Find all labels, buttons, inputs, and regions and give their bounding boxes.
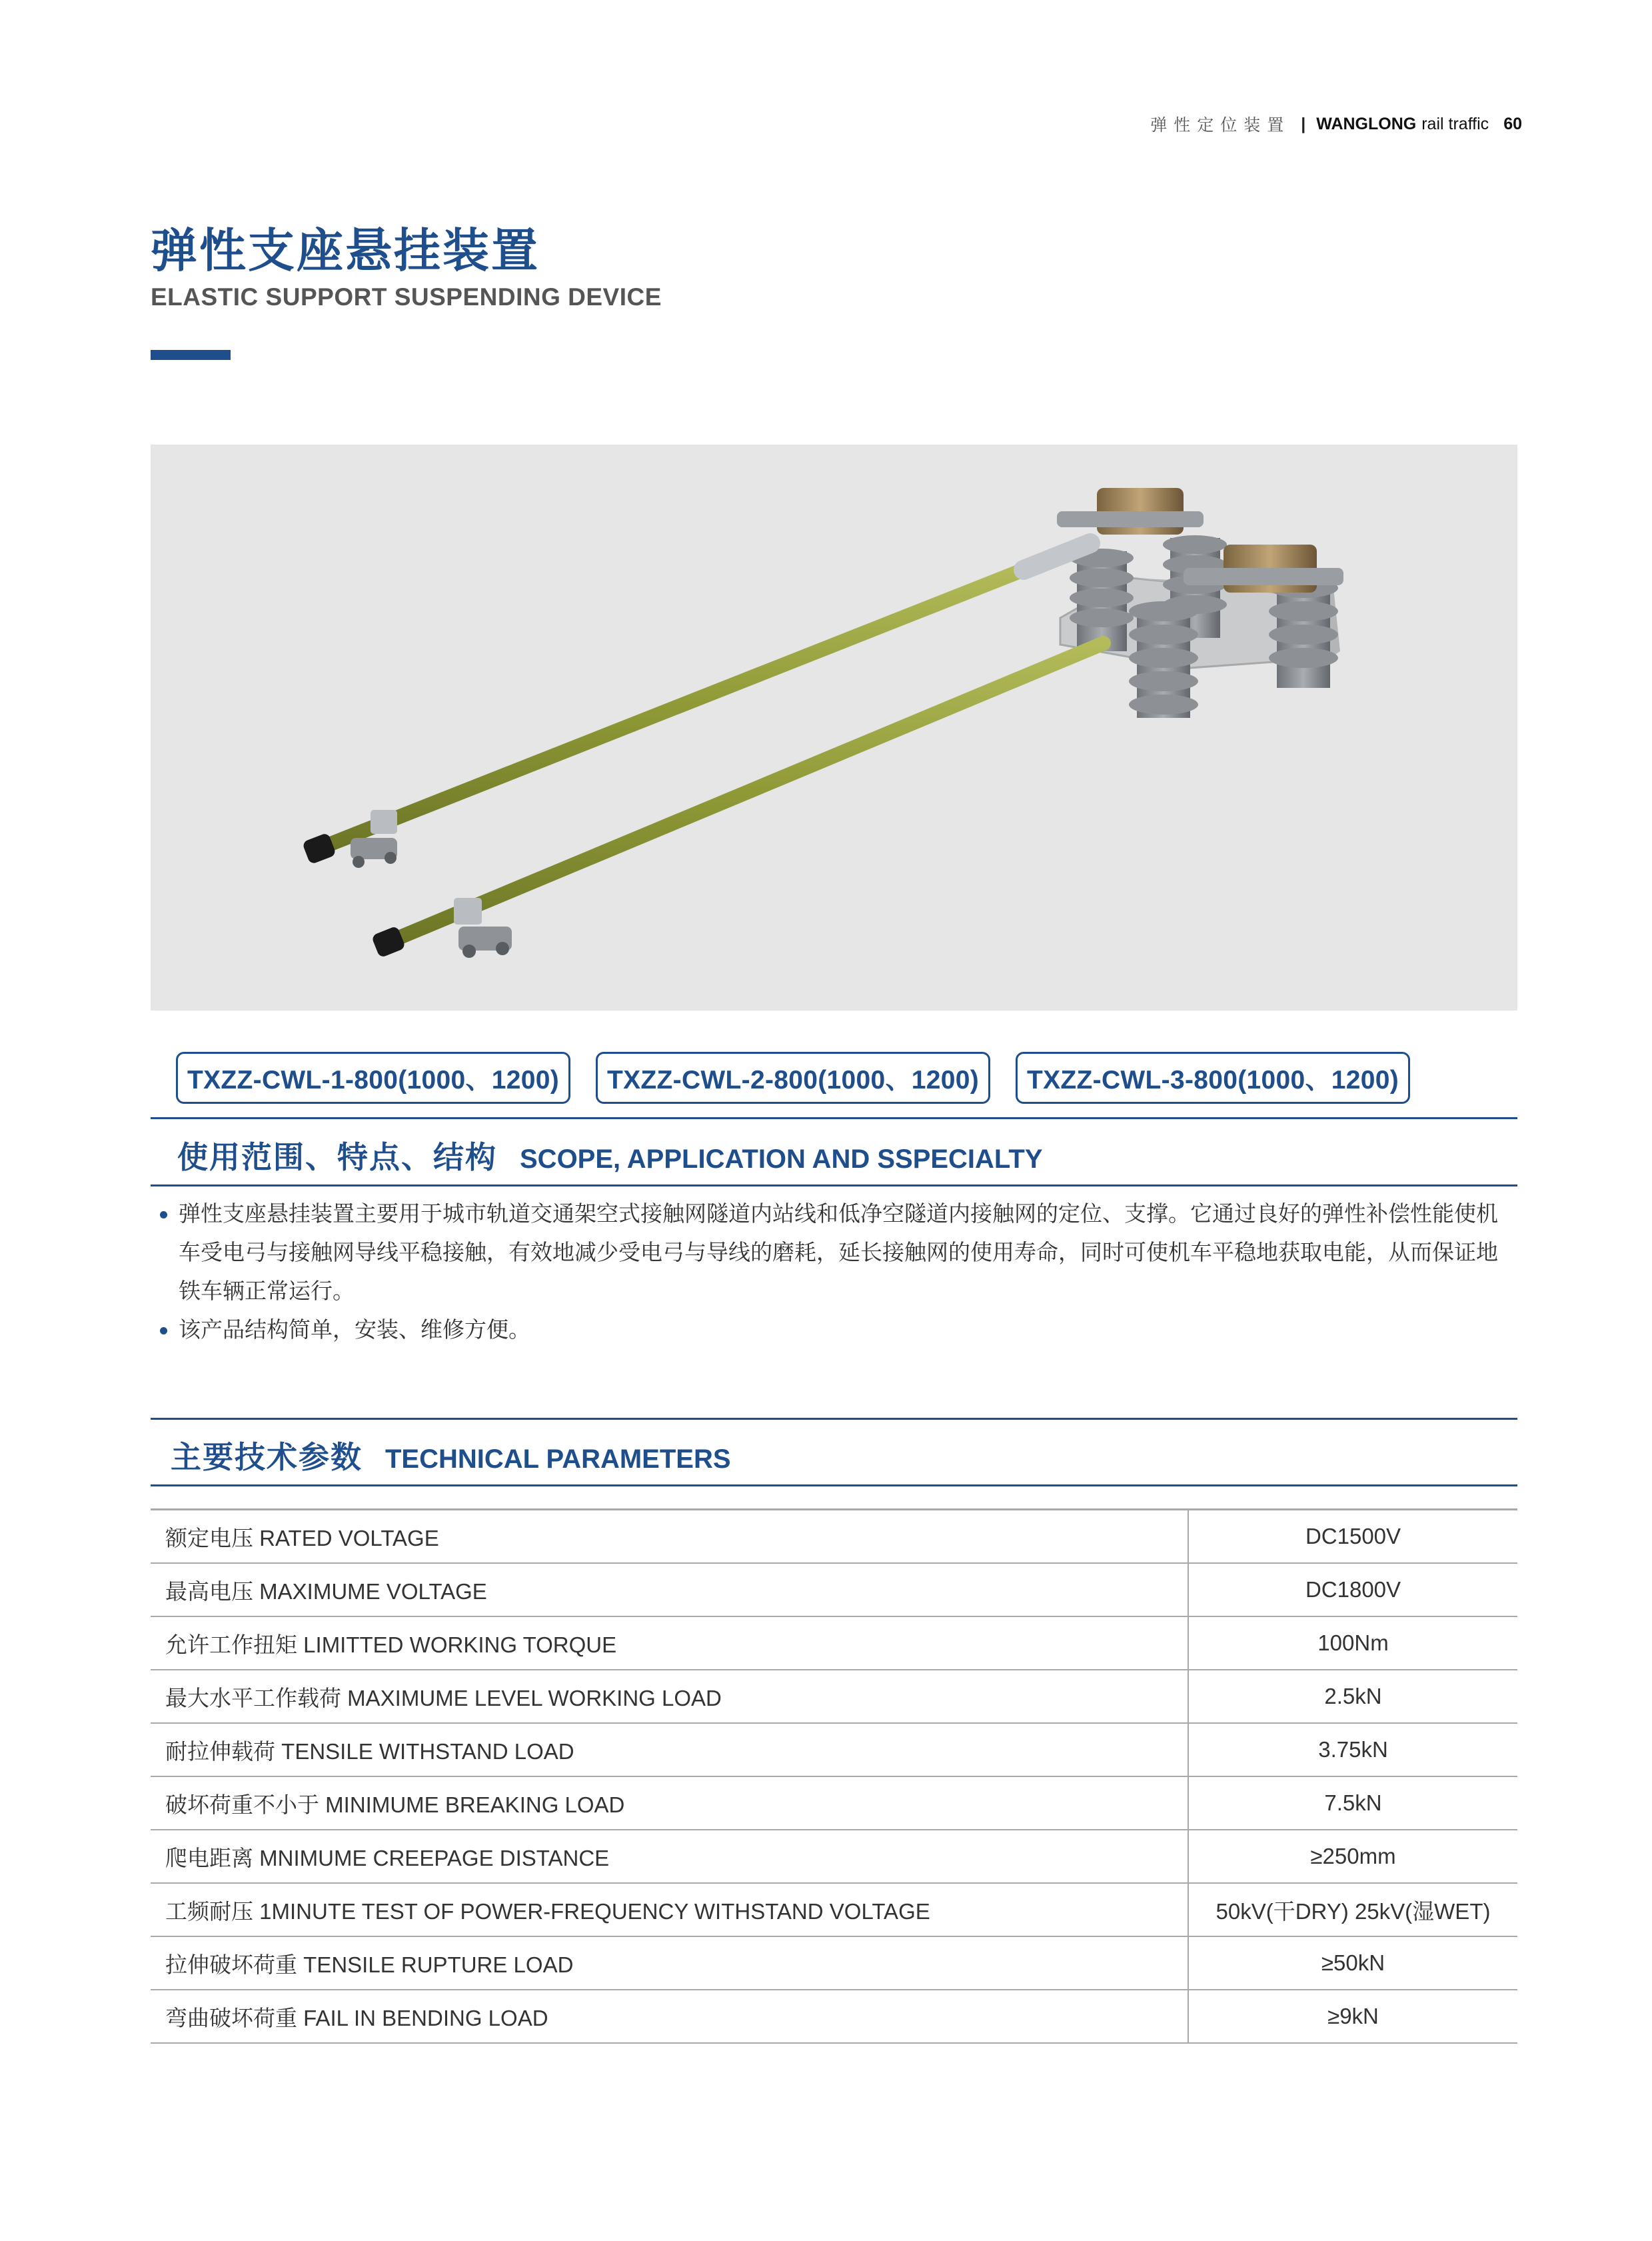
technical-heading-cn: 主要技术参数: [171, 1440, 363, 1474]
bullet-dot-icon: [160, 1211, 167, 1218]
page-title-en: ELASTIC SUPPORT SUSPENDING DEVICE: [151, 283, 662, 311]
param-name: 允许工作扭矩 LIMITTED WORKING TORQUE: [151, 1616, 1188, 1670]
header-section-name: 弹性定位装置: [1150, 116, 1291, 135]
param-value: 7.5kN: [1188, 1776, 1517, 1830]
scope-heading-en: SCOPE, APPLICATION AND SSPECIALTY: [520, 1144, 1043, 1174]
product-photo: [151, 445, 1517, 1011]
param-name: 破坏荷重不小于 MINIMUME BREAKING LOAD: [151, 1776, 1188, 1830]
param-name: 额定电压 RATED VOLTAGE: [151, 1510, 1188, 1564]
param-value: 3.75kN: [1188, 1723, 1517, 1776]
header-brand: WANGLONG: [1316, 114, 1417, 133]
parameters-table: [151, 1508, 1517, 2044]
param-name: 最大水平工作载荷 MAXIMUME LEVEL WORKING LOAD: [151, 1670, 1188, 1723]
param-value: ≥50kN: [1188, 1936, 1517, 1990]
param-name: 最高电压 MAXIMUME VOLTAGE: [151, 1563, 1188, 1616]
table-row: [151, 1776, 1517, 1830]
page-number: 60: [1503, 114, 1522, 133]
technical-heading-en: TECHNICAL PARAMETERS: [385, 1444, 731, 1474]
scope-bullet-1: [157, 1194, 1503, 1310]
table-row: [151, 1616, 1517, 1670]
param-value: 100Nm: [1188, 1616, 1517, 1670]
model-tag-1: TXZZ-CWL-1-800(1000、1200): [176, 1052, 570, 1104]
param-value: ≥9kN: [1188, 1990, 1517, 2043]
param-name: 弯曲破坏荷重 FAIL IN BENDING LOAD: [151, 1990, 1188, 2043]
param-value: 2.5kN: [1188, 1670, 1517, 1723]
model-tag-3: TXZZ-CWL-3-800(1000、1200): [1016, 1052, 1410, 1104]
param-value: DC1500V: [1188, 1510, 1517, 1564]
table-row: [151, 1830, 1517, 1883]
technical-top-rule: [151, 1418, 1517, 1420]
table-row: [151, 1510, 1517, 1564]
insulator-front-right: [1269, 578, 1338, 688]
param-value: ≥250mm: [1188, 1830, 1517, 1883]
technical-bottom-rule: [151, 1484, 1517, 1486]
header-brand-suffix: rail traffic: [1421, 114, 1489, 133]
scope-top-rule: [151, 1117, 1517, 1119]
param-name: 耐拉伸载荷 TENSILE WITHSTAND LOAD: [151, 1723, 1188, 1776]
param-value: 50kV(干DRY) 25kV(湿WET): [1188, 1883, 1517, 1936]
scope-heading: [177, 1133, 1043, 1177]
insulator-rear-left: [1070, 549, 1134, 651]
insulator-front-left: [1129, 601, 1198, 718]
product-illustration: [151, 445, 1517, 1011]
header-separator: |: [1301, 114, 1306, 133]
bullet-dot-icon: [160, 1327, 167, 1334]
table-row: [151, 1883, 1517, 1936]
table-row: [151, 1563, 1517, 1616]
model-tag-2: TXZZ-CWL-2-800(1000、1200): [596, 1052, 990, 1104]
scope-bullet-1-text: 弹性支座悬挂装置主要用于城市轨道交通架空式接触网隧道内站线和低净空隧道内接触网的定位、支撑。它通过良好的弹性补偿性能使机车受电弓与接触网导线平稳接触，有效地减少受电弓与导线的磨耗，延长接触网的使用寿命，同时可使机车平稳地获取电能，从而保证地铁车辆正常运行。: [179, 1201, 1498, 1303]
title-accent-bar: [151, 350, 231, 360]
scope-bottom-rule: [151, 1184, 1517, 1186]
technical-heading: [171, 1433, 731, 1477]
table-row: [151, 1723, 1517, 1776]
table-row: [151, 1936, 1517, 1990]
page-header: [1150, 112, 1522, 136]
scope-bullet-2-text: 该产品结构简单，安装、维修方便。: [179, 1317, 530, 1342]
table-row: [151, 1670, 1517, 1723]
page-title-cn: 弹性支座悬挂装置: [151, 225, 540, 277]
scope-bullet-2: [157, 1310, 1503, 1349]
table-row: [151, 1990, 1517, 2043]
param-name: 爬电距离 MNIMUME CREEPAGE DISTANCE: [151, 1830, 1188, 1883]
scope-heading-cn: 使用范围、特点、结构: [177, 1140, 497, 1174]
model-tags: [176, 1052, 1410, 1104]
param-name: 工频耐压 1MINUTE TEST OF POWER-FREQUENCY WITHSTAND VOLTAGE: [151, 1883, 1188, 1936]
param-name: 拉伸破坏荷重 TENSILE RUPTURE LOAD: [151, 1936, 1188, 1990]
param-value: DC1800V: [1188, 1563, 1517, 1616]
scope-bullets: [157, 1194, 1503, 1349]
